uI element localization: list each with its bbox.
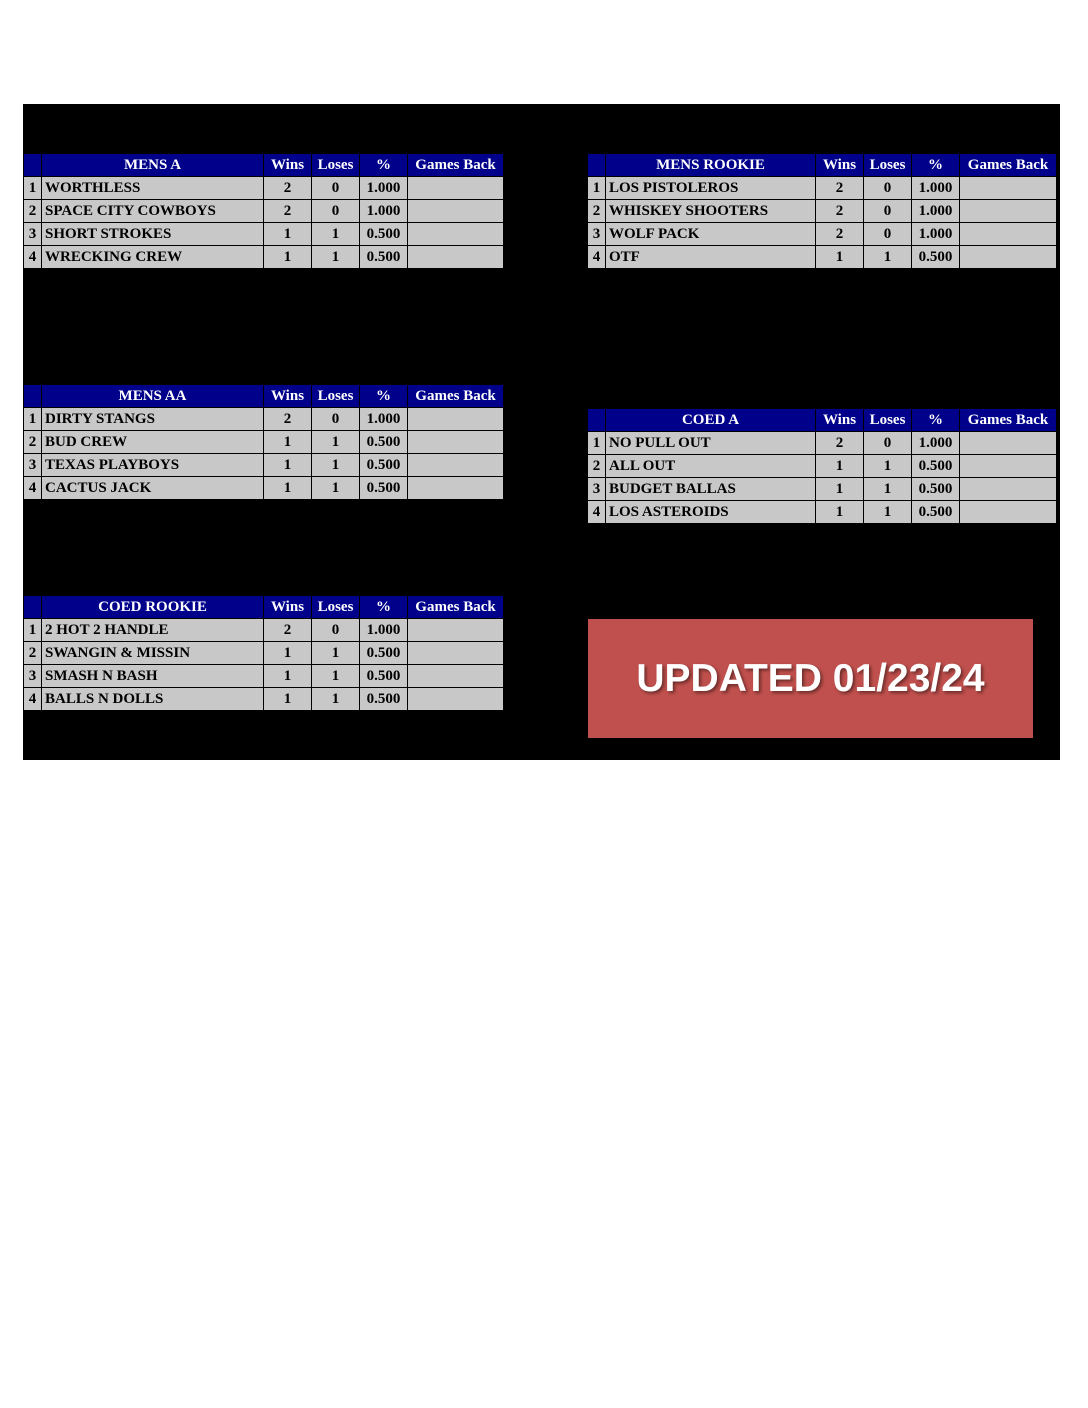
- table-row: [24, 477, 504, 500]
- wins-cell: 1: [816, 246, 864, 269]
- pct-header: %: [360, 596, 408, 619]
- rank-cell: 4: [24, 246, 42, 269]
- wins-cell: 1: [264, 642, 312, 665]
- team-cell: TEXAS PLAYBOYS: [42, 454, 264, 477]
- pct-cell: 0.500: [360, 665, 408, 688]
- wins-cell: 2: [264, 177, 312, 200]
- games-back-header: Games Back: [408, 596, 504, 619]
- table-row: [588, 223, 1057, 246]
- division-title: COED ROOKIE: [42, 596, 264, 619]
- rank-cell: 3: [24, 454, 42, 477]
- division-title: COED A: [606, 409, 816, 432]
- rank-cell: 1: [24, 619, 42, 642]
- rank-header: [24, 154, 42, 177]
- division-table-coed-a: [587, 408, 1057, 524]
- division-table-mens-a: [23, 153, 504, 269]
- loses-cell: 1: [312, 431, 360, 454]
- table-header-row: [24, 596, 504, 619]
- pct-cell: 1.000: [360, 177, 408, 200]
- loses-cell: 1: [864, 501, 912, 524]
- team-cell: WORTHLESS: [42, 177, 264, 200]
- team-cell: BUD CREW: [42, 431, 264, 454]
- table-row: [24, 177, 504, 200]
- wins-cell: 1: [816, 501, 864, 524]
- games-back-cell: [408, 200, 504, 223]
- rank-cell: 1: [588, 177, 606, 200]
- loses-cell: 1: [312, 665, 360, 688]
- team-cell: SPACE CITY COWBOYS: [42, 200, 264, 223]
- games-back-header: Games Back: [960, 154, 1057, 177]
- games-back-header: Games Back: [408, 385, 504, 408]
- wins-cell: 1: [264, 246, 312, 269]
- rank-cell: 4: [588, 246, 606, 269]
- team-cell: OTF: [606, 246, 816, 269]
- pct-header: %: [912, 154, 960, 177]
- table-row: [24, 642, 504, 665]
- games-back-cell: [408, 408, 504, 431]
- rank-cell: 2: [588, 200, 606, 223]
- rank-cell: 3: [588, 478, 606, 501]
- wins-cell: 1: [816, 478, 864, 501]
- wins-cell: 1: [264, 223, 312, 246]
- pct-cell: 0.500: [912, 246, 960, 269]
- pct-header: %: [360, 154, 408, 177]
- table-row: [24, 246, 504, 269]
- games-back-cell: [960, 177, 1057, 200]
- rank-header: [588, 154, 606, 177]
- pct-cell: 0.500: [360, 431, 408, 454]
- games-back-cell: [960, 478, 1057, 501]
- pct-cell: 1.000: [360, 408, 408, 431]
- loses-cell: 0: [312, 200, 360, 223]
- table-header-row: [24, 385, 504, 408]
- loses-cell: 1: [312, 454, 360, 477]
- rank-header: [24, 596, 42, 619]
- games-back-cell: [408, 223, 504, 246]
- division-table-mens-rookie: [587, 153, 1057, 269]
- table-row: [588, 177, 1057, 200]
- games-back-cell: [960, 455, 1057, 478]
- division-table-mens-aa: [23, 384, 504, 500]
- wins-cell: 2: [264, 619, 312, 642]
- updated-banner: UPDATED 01/23/24: [588, 619, 1033, 738]
- table-row: [588, 455, 1057, 478]
- games-back-cell: [960, 223, 1057, 246]
- games-back-header: Games Back: [960, 409, 1057, 432]
- rank-cell: 3: [588, 223, 606, 246]
- rank-cell: 1: [24, 408, 42, 431]
- rank-cell: 2: [588, 455, 606, 478]
- wins-header: Wins: [264, 385, 312, 408]
- wins-cell: 2: [264, 200, 312, 223]
- games-back-cell: [408, 477, 504, 500]
- rank-cell: 2: [24, 431, 42, 454]
- games-back-cell: [408, 454, 504, 477]
- loses-cell: 1: [312, 246, 360, 269]
- wins-cell: 2: [816, 200, 864, 223]
- pct-cell: 0.500: [912, 501, 960, 524]
- pct-cell: 0.500: [360, 642, 408, 665]
- table-header-row: [24, 154, 504, 177]
- loses-cell: 0: [864, 432, 912, 455]
- pct-cell: 0.500: [912, 455, 960, 478]
- wins-cell: 1: [264, 454, 312, 477]
- pct-cell: 1.000: [912, 432, 960, 455]
- pct-cell: 1.000: [360, 200, 408, 223]
- rank-cell: 4: [24, 688, 42, 711]
- wins-cell: 1: [264, 665, 312, 688]
- loses-header: Loses: [864, 154, 912, 177]
- loses-header: Loses: [312, 596, 360, 619]
- pct-cell: 1.000: [912, 177, 960, 200]
- pct-cell: 0.500: [360, 246, 408, 269]
- loses-cell: 0: [864, 177, 912, 200]
- pct-cell: 1.000: [360, 619, 408, 642]
- wins-cell: 1: [816, 455, 864, 478]
- pct-cell: 1.000: [912, 200, 960, 223]
- table-row: [588, 200, 1057, 223]
- loses-cell: 0: [312, 619, 360, 642]
- table-row: [24, 619, 504, 642]
- games-back-cell: [960, 432, 1057, 455]
- rank-cell: 2: [24, 642, 42, 665]
- team-cell: WOLF PACK: [606, 223, 816, 246]
- games-back-header: Games Back: [408, 154, 504, 177]
- loses-cell: 0: [312, 177, 360, 200]
- team-cell: BUDGET BALLAS: [606, 478, 816, 501]
- team-cell: SWANGIN & MISSIN: [42, 642, 264, 665]
- games-back-cell: [408, 431, 504, 454]
- division-title: MENS A: [42, 154, 264, 177]
- table-row: [588, 478, 1057, 501]
- table-row: [24, 454, 504, 477]
- loses-cell: 0: [864, 200, 912, 223]
- rank-cell: 1: [24, 177, 42, 200]
- team-cell: LOS PISTOLEROS: [606, 177, 816, 200]
- rank-cell: 4: [588, 501, 606, 524]
- team-cell: BALLS N DOLLS: [42, 688, 264, 711]
- table-row: [24, 223, 504, 246]
- loses-header: Loses: [312, 385, 360, 408]
- rank-cell: 4: [24, 477, 42, 500]
- team-cell: WRECKING CREW: [42, 246, 264, 269]
- rank-header: [588, 409, 606, 432]
- pct-cell: 0.500: [360, 477, 408, 500]
- games-back-cell: [408, 665, 504, 688]
- wins-header: Wins: [264, 596, 312, 619]
- pct-cell: 0.500: [360, 688, 408, 711]
- rank-header: [24, 385, 42, 408]
- loses-cell: 1: [312, 642, 360, 665]
- wins-cell: 1: [264, 688, 312, 711]
- wins-cell: 1: [264, 431, 312, 454]
- wins-cell: 2: [816, 432, 864, 455]
- table-header-row: [588, 409, 1057, 432]
- wins-header: Wins: [264, 154, 312, 177]
- loses-cell: 1: [312, 223, 360, 246]
- wins-cell: 1: [264, 477, 312, 500]
- pct-header: %: [360, 385, 408, 408]
- loses-cell: 1: [312, 477, 360, 500]
- division-title: MENS AA: [42, 385, 264, 408]
- wins-cell: 2: [816, 177, 864, 200]
- team-cell: ALL OUT: [606, 455, 816, 478]
- table-row: [24, 431, 504, 454]
- table-row: [588, 501, 1057, 524]
- rank-cell: 3: [24, 665, 42, 688]
- rank-cell: 2: [24, 200, 42, 223]
- loses-cell: 1: [864, 478, 912, 501]
- table-row: [588, 432, 1057, 455]
- games-back-cell: [960, 246, 1057, 269]
- wins-header: Wins: [816, 154, 864, 177]
- division-title: MENS ROOKIE: [606, 154, 816, 177]
- table-row: [24, 200, 504, 223]
- games-back-cell: [960, 200, 1057, 223]
- team-cell: NO PULL OUT: [606, 432, 816, 455]
- games-back-cell: [408, 619, 504, 642]
- pct-cell: 0.500: [360, 223, 408, 246]
- loses-cell: 1: [864, 455, 912, 478]
- rank-cell: 3: [24, 223, 42, 246]
- team-cell: DIRTY STANGS: [42, 408, 264, 431]
- table-row: [588, 246, 1057, 269]
- games-back-cell: [408, 688, 504, 711]
- team-cell: WHISKEY SHOOTERS: [606, 200, 816, 223]
- table-header-row: [588, 154, 1057, 177]
- pct-cell: 0.500: [360, 454, 408, 477]
- loses-cell: 1: [864, 246, 912, 269]
- pct-cell: 1.000: [912, 223, 960, 246]
- division-table-coed-rookie: [23, 595, 504, 711]
- team-cell: 2 HOT 2 HANDLE: [42, 619, 264, 642]
- pct-header: %: [912, 409, 960, 432]
- table-row: [24, 688, 504, 711]
- loses-header: Loses: [864, 409, 912, 432]
- games-back-cell: [408, 642, 504, 665]
- wins-cell: 2: [264, 408, 312, 431]
- team-cell: SMASH N BASH: [42, 665, 264, 688]
- games-back-cell: [960, 501, 1057, 524]
- team-cell: LOS ASTEROIDS: [606, 501, 816, 524]
- wins-header: Wins: [816, 409, 864, 432]
- team-cell: SHORT STROKES: [42, 223, 264, 246]
- wins-cell: 2: [816, 223, 864, 246]
- rank-cell: 1: [588, 432, 606, 455]
- table-row: [24, 665, 504, 688]
- games-back-cell: [408, 246, 504, 269]
- loses-cell: 1: [312, 688, 360, 711]
- games-back-cell: [408, 177, 504, 200]
- loses-header: Loses: [312, 154, 360, 177]
- loses-cell: 0: [864, 223, 912, 246]
- team-cell: CACTUS JACK: [42, 477, 264, 500]
- loses-cell: 0: [312, 408, 360, 431]
- pct-cell: 0.500: [912, 478, 960, 501]
- table-row: [24, 408, 504, 431]
